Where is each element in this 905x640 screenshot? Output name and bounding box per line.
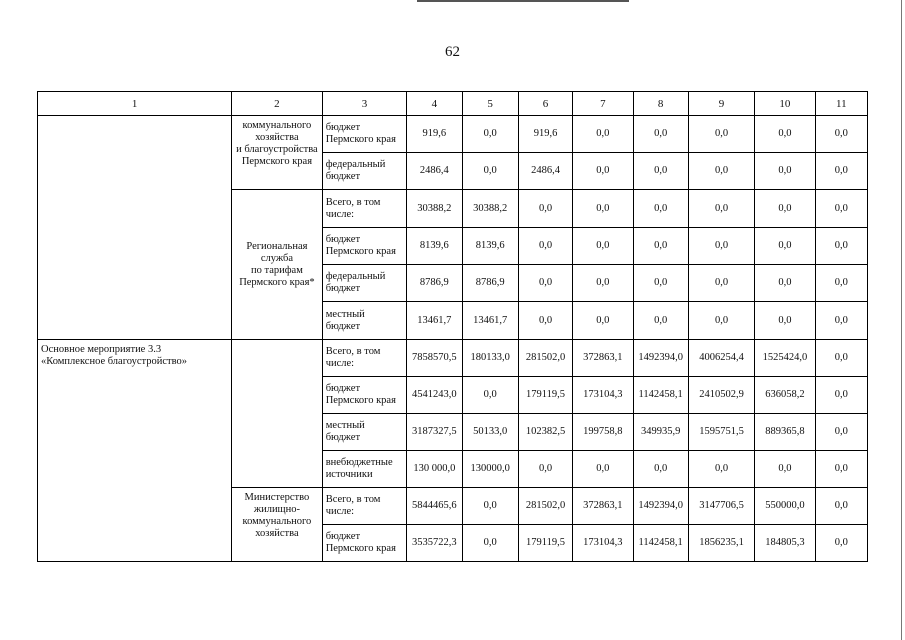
header-col-4: 4 [407, 92, 462, 116]
funding-source-cell: Всего, в том числе: [322, 340, 407, 377]
amount-cell-col-4: 4541243,0 [407, 377, 462, 414]
activity-cell [38, 116, 232, 340]
amount-cell-col-11: 0,0 [815, 377, 867, 414]
amount-cell-col-9: 4006254,4 [688, 340, 754, 377]
executor-cell: коммунального хозяйства и благоустройства Пермского края [232, 116, 323, 190]
amount-cell-col-4: 130 000,0 [407, 451, 462, 488]
amount-cell-col-4: 8786,9 [407, 265, 462, 302]
amount-cell-col-8: 0,0 [633, 302, 688, 340]
amount-cell-col-10: 0,0 [755, 153, 815, 190]
amount-cell-col-4: 30388,2 [407, 190, 462, 228]
amount-cell-col-5: 8786,9 [462, 265, 518, 302]
amount-cell-col-5: 180133,0 [462, 340, 518, 377]
amount-cell-col-11: 0,0 [815, 265, 867, 302]
amount-cell-col-11: 0,0 [815, 228, 867, 265]
amount-cell-col-5: 30388,2 [462, 190, 518, 228]
amount-cell-col-7: 0,0 [573, 153, 633, 190]
amount-cell-col-7: 0,0 [573, 265, 633, 302]
amount-cell-col-9: 0,0 [688, 190, 754, 228]
funding-source-cell: бюджет Пермского края [322, 377, 407, 414]
header-col-9: 9 [688, 92, 754, 116]
header-col-6: 6 [518, 92, 572, 116]
amount-cell-col-6: 102382,5 [518, 414, 572, 451]
amount-cell-col-9: 3147706,5 [688, 488, 754, 525]
amount-cell-col-10: 1525424,0 [755, 340, 815, 377]
amount-cell-col-7: 0,0 [573, 228, 633, 265]
amount-cell-col-10: 184805,3 [755, 525, 815, 562]
table-row [38, 340, 868, 377]
amount-cell-col-4: 7858570,5 [407, 340, 462, 377]
amount-cell-col-5: 0,0 [462, 488, 518, 525]
executor-cell: Региональная служба по тарифам Пермского края* [232, 190, 323, 340]
amount-cell-col-6: 0,0 [518, 265, 572, 302]
amount-cell-col-6: 2486,4 [518, 153, 572, 190]
amount-cell-col-11: 0,0 [815, 414, 867, 451]
amount-cell-col-9: 1856235,1 [688, 525, 754, 562]
amount-cell-col-5: 13461,7 [462, 302, 518, 340]
amount-cell-col-9: 0,0 [688, 153, 754, 190]
amount-cell-col-4: 919,6 [407, 116, 462, 153]
amount-cell-col-8: 1492394,0 [633, 340, 688, 377]
activity-cell: Основное мероприятие 3.3 «Комплексное благоустройство» [38, 340, 232, 562]
amount-cell-col-10: 0,0 [755, 302, 815, 340]
amount-cell-col-8: 0,0 [633, 116, 688, 153]
amount-cell-col-6: 919,6 [518, 116, 572, 153]
amount-cell-col-6: 179119,5 [518, 377, 572, 414]
amount-cell-col-10: 0,0 [755, 265, 815, 302]
amount-cell-col-9: 1595751,5 [688, 414, 754, 451]
amount-cell-col-7: 0,0 [573, 190, 633, 228]
header-col-8: 8 [633, 92, 688, 116]
top-edge-mark [417, 0, 629, 2]
amount-cell-col-6: 0,0 [518, 451, 572, 488]
amount-cell-col-6: 281502,0 [518, 340, 572, 377]
executor-cell: Министерство жилищно- коммунального хозяйства [232, 488, 323, 562]
amount-cell-col-8: 0,0 [633, 153, 688, 190]
amount-cell-col-6: 0,0 [518, 228, 572, 265]
funding-source-cell: бюджет Пермского края [322, 525, 407, 562]
header-col-5: 5 [462, 92, 518, 116]
amount-cell-col-8: 1492394,0 [633, 488, 688, 525]
amount-cell-col-10: 0,0 [755, 190, 815, 228]
amount-cell-col-10: 889365,8 [755, 414, 815, 451]
amount-cell-col-4: 3535722,3 [407, 525, 462, 562]
amount-cell-col-11: 0,0 [815, 488, 867, 525]
amount-cell-col-8: 1142458,1 [633, 377, 688, 414]
amount-cell-col-11: 0,0 [815, 153, 867, 190]
header-col-11: 11 [815, 92, 867, 116]
amount-cell-col-11: 0,0 [815, 340, 867, 377]
amount-cell-col-4: 8139,6 [407, 228, 462, 265]
amount-cell-col-5: 0,0 [462, 525, 518, 562]
amount-cell-col-5: 0,0 [462, 377, 518, 414]
funding-source-cell: Всего, в том числе: [322, 488, 407, 525]
amount-cell-col-7: 372863,1 [573, 340, 633, 377]
amount-cell-col-7: 173104,3 [573, 377, 633, 414]
amount-cell-col-4: 13461,7 [407, 302, 462, 340]
amount-cell-col-9: 0,0 [688, 228, 754, 265]
amount-cell-col-8: 349935,9 [633, 414, 688, 451]
page-number: 62 [445, 44, 460, 60]
table-row [38, 116, 868, 153]
amount-cell-col-10: 636058,2 [755, 377, 815, 414]
header-col-1: 1 [38, 92, 232, 116]
amount-cell-col-7: 173104,3 [573, 525, 633, 562]
funding-source-cell: федеральный бюджет [322, 265, 407, 302]
header-col-2: 2 [232, 92, 323, 116]
amount-cell-col-9: 0,0 [688, 265, 754, 302]
amount-cell-col-7: 0,0 [573, 451, 633, 488]
funding-source-cell: местный бюджет [322, 302, 407, 340]
funding-source-cell: бюджет Пермского края [322, 116, 407, 153]
amount-cell-col-5: 0,0 [462, 153, 518, 190]
amount-cell-col-9: 0,0 [688, 302, 754, 340]
amount-cell-col-4: 3187327,5 [407, 414, 462, 451]
amount-cell-col-4: 2486,4 [407, 153, 462, 190]
amount-cell-col-9: 0,0 [688, 451, 754, 488]
amount-cell-col-8: 0,0 [633, 265, 688, 302]
amount-cell-col-9: 0,0 [688, 116, 754, 153]
amount-cell-col-5: 8139,6 [462, 228, 518, 265]
header-col-3: 3 [322, 92, 407, 116]
executor-cell [232, 340, 323, 488]
amount-cell-col-11: 0,0 [815, 525, 867, 562]
amount-cell-col-5: 0,0 [462, 116, 518, 153]
amount-cell-col-10: 0,0 [755, 228, 815, 265]
amount-cell-col-4: 5844465,6 [407, 488, 462, 525]
amount-cell-col-8: 0,0 [633, 190, 688, 228]
funding-source-cell: внебюджетные источники [322, 451, 407, 488]
amount-cell-col-6: 281502,0 [518, 488, 572, 525]
amount-cell-col-8: 0,0 [633, 228, 688, 265]
amount-cell-col-11: 0,0 [815, 451, 867, 488]
funding-source-cell: федеральный бюджет [322, 153, 407, 190]
amount-cell-col-5: 50133,0 [462, 414, 518, 451]
amount-cell-col-8: 1142458,1 [633, 525, 688, 562]
amount-cell-col-8: 0,0 [633, 451, 688, 488]
amount-cell-col-5: 130000,0 [462, 451, 518, 488]
amount-cell-col-10: 0,0 [755, 116, 815, 153]
header-row [38, 92, 868, 116]
amount-cell-col-7: 372863,1 [573, 488, 633, 525]
amount-cell-col-11: 0,0 [815, 190, 867, 228]
funding-source-cell: бюджет Пермского края [322, 228, 407, 265]
budget-table [37, 91, 868, 562]
header-col-7: 7 [573, 92, 633, 116]
scan-border-right [901, 0, 902, 640]
funding-source-cell: Всего, в том числе: [322, 190, 407, 228]
amount-cell-col-7: 0,0 [573, 116, 633, 153]
amount-cell-col-7: 199758,8 [573, 414, 633, 451]
amount-cell-col-6: 0,0 [518, 190, 572, 228]
amount-cell-col-11: 0,0 [815, 116, 867, 153]
amount-cell-col-9: 2410502,9 [688, 377, 754, 414]
table-body [38, 92, 868, 562]
amount-cell-col-6: 179119,5 [518, 525, 572, 562]
amount-cell-col-10: 0,0 [755, 451, 815, 488]
amount-cell-col-6: 0,0 [518, 302, 572, 340]
amount-cell-col-11: 0,0 [815, 302, 867, 340]
amount-cell-col-10: 550000,0 [755, 488, 815, 525]
funding-source-cell: местный бюджет [322, 414, 407, 451]
amount-cell-col-7: 0,0 [573, 302, 633, 340]
header-col-10: 10 [755, 92, 815, 116]
